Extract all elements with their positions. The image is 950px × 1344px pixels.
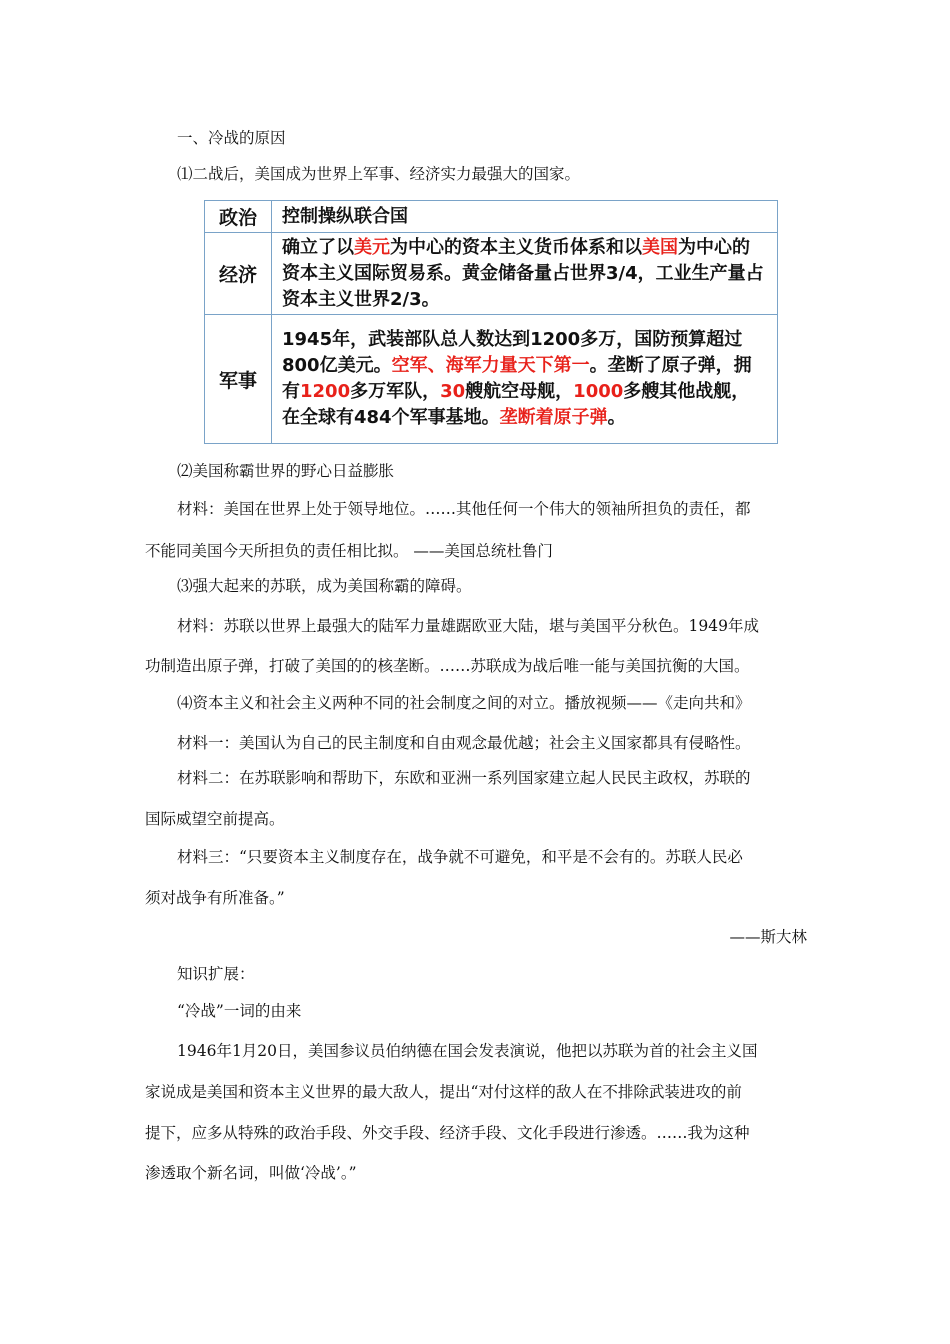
- extension-title: 知识扩展：: [177, 965, 255, 983]
- body-text: 。垄断了原子弹，拥有: [282, 355, 752, 402]
- extension-line-2: 家说成是美国和资本主义世界的最大敌人，提出“对付这样的敌人在不排除武装进攻的前: [145, 1083, 742, 1101]
- material-1-line-1: 材料：美国在世界上处于领导地位。……其他任何一个伟大的领袖所担负的责任，都: [177, 500, 751, 518]
- body-text: 多艘其他战舰，在全球有484个军事基地。: [282, 381, 750, 428]
- row-header: 军事: [205, 315, 272, 444]
- section-heading: 一、冷战的原因: [177, 129, 286, 147]
- us-strength-table: [204, 200, 778, 444]
- material-two-line-2: 国际威望空前提高。: [145, 810, 285, 828]
- body-text: 艘航空母舰，: [465, 381, 574, 402]
- extension-subtitle: “冷战”一词的由来: [177, 1002, 302, 1020]
- table-row: [205, 233, 778, 315]
- table-row: [205, 315, 778, 444]
- body-text: 。: [607, 407, 626, 428]
- extension-line-4: 渗透取个新名词，叫做‘冷战’。”: [145, 1164, 357, 1182]
- material-two-line-1: 材料二：在苏联影响和帮助下，东欧和亚洲一系列国家建立起人民民主政权，苏联的: [177, 769, 751, 787]
- highlight-text: 垄断着原子弹: [499, 407, 608, 428]
- extension-line-3: 提下，应多从特殊的政治手段、外交手段、经济手段、文化手段进行渗透。……我为这种: [145, 1124, 750, 1142]
- point-3: ⑶强大起来的苏联，成为美国称霸的障碍。: [177, 577, 472, 595]
- body-text: 为中心的资本主义国际贸易系。黄金储备量占世界3/4，工业生产量占资本主义世界2/3。: [282, 236, 764, 310]
- highlight-text: 30: [440, 381, 466, 402]
- row-content: [272, 201, 778, 233]
- material-2-line-1: 材料：苏联以世界上最强大的陆军力量雄踞欧亚大陆，堪与美国平分秋色。1949年成: [177, 617, 759, 635]
- body-text: 1945年，武装部队总人数达到1200多万，国防预算超过800亿美元。: [282, 329, 743, 376]
- highlight-text: 1000: [573, 381, 624, 402]
- row-header: 政治: [205, 201, 272, 233]
- material-three-line-2: 须对战争有所准备。”: [145, 889, 285, 907]
- material-2-line-2: 功制造出原子弹，打破了美国的的核垄断。……苏联成为战后唯一能与美国抗衡的大国。: [145, 657, 750, 675]
- body-text: 确立了以: [282, 236, 354, 258]
- point-2: ⑵美国称霸世界的野心日益膨胀: [177, 462, 395, 480]
- table-row: [205, 201, 778, 233]
- material-1-line-2: 不能同美国今天所担负的责任相比拟。 ——美国总统杜鲁门: [145, 542, 553, 560]
- material-three-line-1: 材料三：“只要资本主义制度存在，战争就不可避免，和平是不会有的。苏联人民必: [177, 848, 743, 866]
- body-text: 多万军队，: [350, 381, 441, 402]
- body-text: 为中心的资本主义货币体系和以: [390, 236, 642, 258]
- row-header: 经济: [205, 233, 272, 315]
- highlight-text: 美国: [642, 236, 678, 258]
- point-1: ⑴二战后，美国成为世界上军事、经济实力最强大的国家。: [177, 165, 581, 183]
- highlight-text: 美元: [354, 236, 390, 258]
- body-text: 控制操纵联合国: [282, 205, 408, 227]
- row-content: [272, 315, 778, 444]
- highlight-text: 1200: [300, 381, 351, 402]
- material-one: 材料一：美国认为自己的民主制度和自由观念最优越；社会主义国家都具有侵略性。: [177, 734, 751, 752]
- point-4: ⑷资本主义和社会主义两种不同的社会制度之间的对立。播放视频——《走向共和》: [177, 694, 751, 712]
- quote-attribution: ——斯大林: [729, 928, 807, 946]
- extension-line-1: 1946年1月20日，美国参议员伯纳德在国会发表演说，他把以苏联为首的社会主义国: [177, 1042, 758, 1060]
- highlight-text: 空军、海军力量天下第一: [391, 355, 590, 376]
- row-content: [272, 233, 778, 315]
